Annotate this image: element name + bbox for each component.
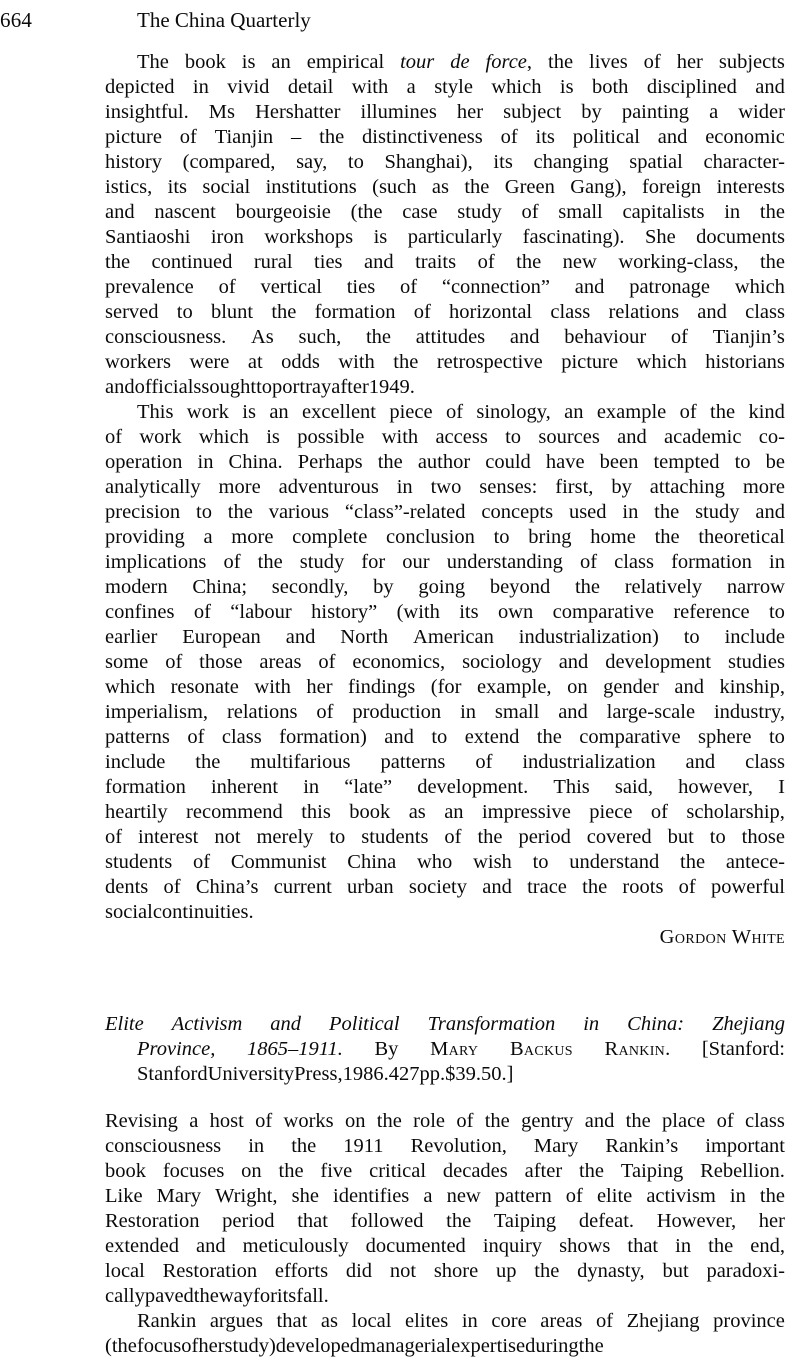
text-line: modern China; secondly, by going beyond the relatively narrow	[105, 576, 785, 598]
text-line: Rankin argues that as local elites in core areas of Zhejiang province	[137, 1310, 785, 1332]
reviewer-signature: Gordon White	[659, 926, 785, 948]
text-line: (the focus of her study) developed managerial expertise during the	[105, 1335, 604, 1357]
text-line: consciousness. As such, the attitudes and behaviour of Tianjin’s	[105, 326, 785, 348]
text-line: and officials sought to portray after 1949.	[105, 376, 415, 398]
text-line: cally paved the way for its fall.	[105, 1285, 329, 1307]
page-folio: 664	[0, 8, 33, 32]
text-line: consciousness in the 1911 Revolution, Mary Rankin’s important	[105, 1135, 785, 1157]
text-line: social continuities.	[105, 901, 254, 923]
running-head	[0, 8, 800, 38]
text-line: Santiaoshi iron workshops is particularly fascinating). She documents	[105, 226, 785, 248]
text-line: implications of the study for our understanding of class formation in	[105, 551, 785, 573]
text-line: of interest not merely to students of the period covered but to those	[105, 826, 785, 848]
text-line: Like Mary Wright, she identifies a new pattern of elite activism in the	[105, 1185, 785, 1207]
text-line: earlier European and North American industrialization) to include	[105, 626, 785, 648]
text-line: of work which is possible with access to sources and academic co-	[105, 426, 785, 448]
text-line: patterns of class formation) and to extend the comparative sphere to	[105, 726, 785, 748]
text-line: and nascent bourgeoisie (the case study of small capitalists in the	[105, 201, 785, 223]
text-line: insightful. Ms Hershatter illumines her subject by painting a wider	[105, 101, 785, 123]
text-line: picture of Tianjin – the distinctiveness of its political and economic	[105, 126, 785, 148]
text-line: the continued rural ties and traits of the new working-class, the	[105, 251, 785, 273]
text-line: include the multifarious patterns of industrialization and class	[105, 751, 785, 773]
section-gap	[105, 950, 785, 1012]
text-line: operation in China. Perhaps the author could have been tempted to be	[105, 451, 785, 473]
text-line: istics, its social institutions (such as the Green Gang), foreign interests	[105, 176, 785, 198]
text-line: Stanford University Press, 1986. 427 pp. $39.50.]	[137, 1063, 514, 1085]
text-line: precision to the various “class”-related concepts used in the study and	[105, 501, 785, 523]
text-line: depicted in vivid detail with a style which is both disciplined and	[105, 76, 785, 98]
running-title: The China Quarterly	[137, 8, 311, 32]
text-line: workers were at odds with the retrospective picture which historians	[105, 351, 785, 373]
book-citation	[105, 1012, 785, 1087]
text-line: dents of China’s current urban society and trace the roots of powerful	[105, 876, 785, 898]
text-line: Elite Activism and Political Transformation in China: Zhejiang	[105, 1013, 785, 1035]
text-line: students of Communist China who wish to understand the antece-	[105, 851, 785, 873]
text-line: extended and meticulously documented inquiry shows that in the end,	[105, 1235, 785, 1257]
text-line: This work is an excellent piece of sinology, an example of the kind	[137, 401, 785, 423]
text-line: The book is an empirical tour de force, the lives of her subjects	[137, 51, 785, 73]
text-line: confines of “labour history” (with its own comparative reference to	[105, 601, 785, 623]
citation-gap	[105, 1087, 785, 1109]
text-line: some of those areas of economics, sociology and development studies	[105, 651, 785, 673]
text-line: heartily recommend this book as an impressive piece of scholarship,	[105, 801, 785, 823]
text-line: providing a more complete conclusion to bring home the theoretical	[105, 526, 785, 548]
text-line: served to blunt the formation of horizontal class relations and class	[105, 301, 785, 323]
text-line: formation inherent in “late” development. This said, however, I	[105, 776, 785, 798]
text-line: history (compared, say, to Shanghai), its changing spatial character-	[105, 151, 785, 173]
text-line: which resonate with her findings (for example, on gender and kinship,	[105, 676, 785, 698]
text-line: local Restoration efforts did not shore up the dynasty, but paradoxi-	[105, 1260, 785, 1282]
text-column	[105, 50, 785, 1359]
text-line: prevalence of vertical ties of “connection” and patronage which	[105, 276, 785, 298]
text-line: Restoration period that followed the Taiping defeat. However, her	[105, 1210, 785, 1232]
text-line: Province, 1865–1911. By Mary Backus Rankin. [Stanford:	[137, 1038, 785, 1060]
text-line: analytically more adventurous in two senses: first, by attaching more	[105, 476, 785, 498]
text-line: imperialism, relations of production in small and large-scale industry,	[105, 701, 785, 723]
text-line: book focuses on the five critical decades after the Taiping Rebellion.	[105, 1160, 785, 1182]
text-line: Revising a host of works on the role of the gentry and the place of class	[105, 1110, 785, 1132]
